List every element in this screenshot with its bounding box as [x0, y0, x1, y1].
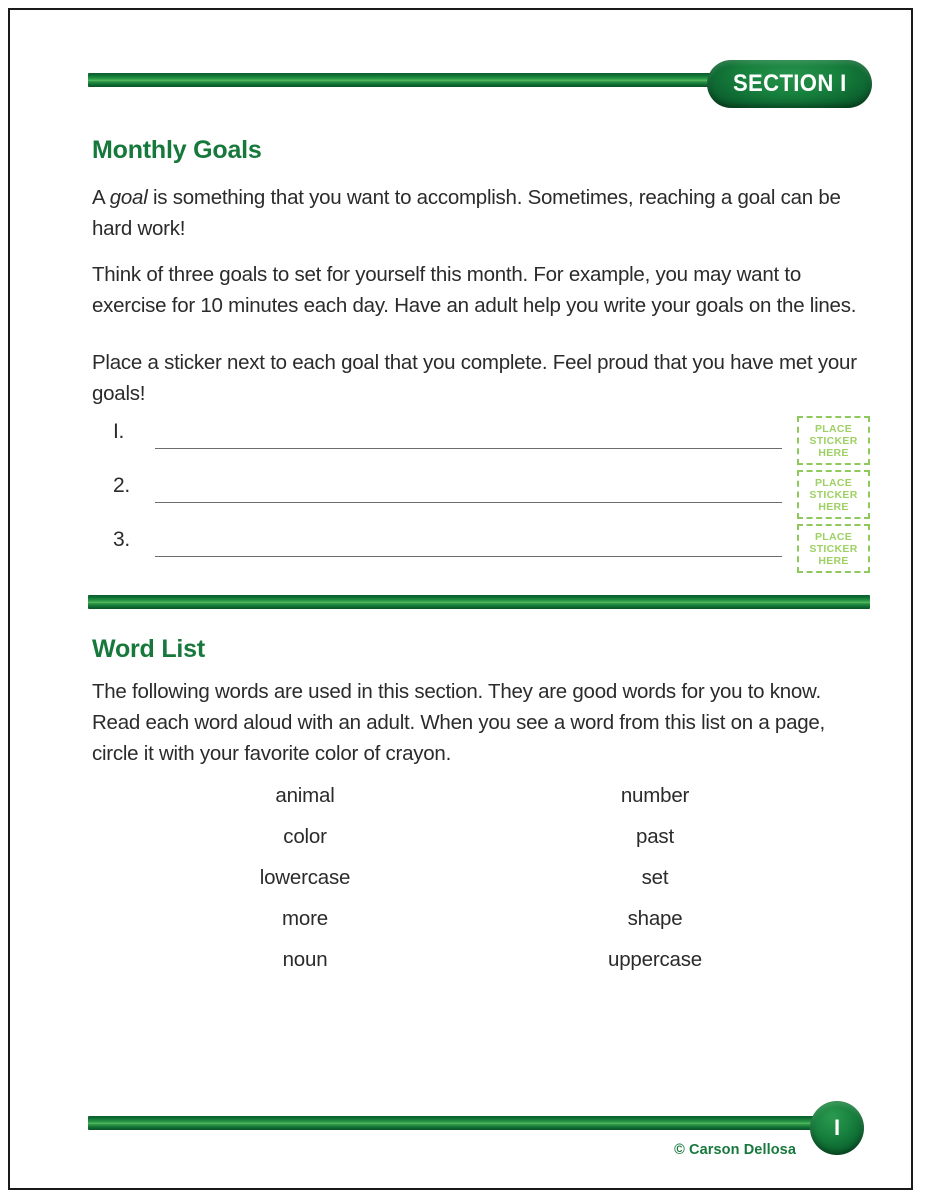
goals-paragraph-2: Think of three goals to set for yourself this month. For example, you may want to exercise for 10 minutes each day. Have an adult help you write your goals on the lines. — [92, 263, 857, 317]
sticker-label-line-1: PLACE — [814, 531, 853, 543]
goal-italic-word: goal — [109, 186, 148, 209]
monthly-goals-heading: Monthly Goals — [92, 136, 262, 164]
goal-write-line[interactable] — [155, 448, 782, 449]
word-item: uppercase — [608, 947, 702, 971]
word-item: more — [282, 906, 328, 930]
goal-number: 3. — [113, 528, 130, 551]
goal-number: 2. — [113, 474, 130, 497]
goals-paragraph-1-after: is something that you want to accomplish. Sometimes, reaching a goal can be hard work! — [92, 186, 841, 240]
word-row — [130, 898, 830, 939]
word-list — [130, 775, 830, 980]
word-item: number — [620, 783, 690, 807]
page-content — [10, 10, 911, 1188]
sticker-placeholder[interactable] — [797, 470, 870, 519]
word-row — [130, 939, 830, 980]
worksheet-page — [8, 8, 913, 1190]
word-item: past — [636, 824, 674, 848]
word-row — [130, 816, 830, 857]
word-list-heading: Word List — [92, 635, 206, 663]
section-badge-label: SECTION I — [732, 70, 847, 97]
sticker-label-line-1: PLACE — [814, 423, 853, 435]
sticker-label-line-2: STICKER — [809, 435, 858, 447]
word-row — [130, 857, 830, 898]
goal-write-line[interactable] — [155, 502, 782, 503]
sticker-label-line-1: PLACE — [814, 477, 853, 489]
word-item: animal — [275, 783, 335, 807]
page-number-badge — [810, 1101, 864, 1155]
sticker-label-line-3: HERE — [818, 447, 849, 459]
goals-paragraph-3: Place a sticker next to each goal that you complete. Feel proud that you have met your goals! — [92, 351, 857, 405]
sticker-label-line-2: STICKER — [809, 489, 858, 501]
goal-row — [105, 472, 870, 526]
top-green-rule — [88, 73, 788, 87]
word-list-paragraph: The following words are used in this section. They are good words for you to know. Read each word aloud with an adult. When you see a word from this list on a page, circle it with your favorite color of crayon. — [92, 680, 825, 765]
word-item: set — [641, 865, 669, 889]
middle-green-rule — [88, 595, 870, 609]
word-item: lowercase — [259, 865, 351, 889]
sticker-label-line-3: HERE — [818, 501, 849, 513]
goals-paragraph-1-before: A — [92, 186, 110, 209]
sticker-label-line-2: STICKER — [809, 543, 858, 555]
word-item: color — [283, 824, 327, 848]
copyright-text: © Carson Dellosa — [674, 1142, 796, 1158]
page-number-label: I — [833, 1115, 841, 1140]
goal-row — [105, 418, 870, 472]
goal-number: I. — [113, 420, 125, 443]
sticker-placeholder[interactable] — [797, 524, 870, 573]
sticker-placeholder[interactable] — [797, 416, 870, 465]
word-row — [130, 775, 830, 816]
word-item: noun — [282, 947, 328, 971]
bottom-green-rule — [88, 1116, 818, 1130]
word-item: shape — [627, 906, 683, 930]
section-badge — [707, 60, 872, 108]
goals-paragraph-1 — [92, 182, 862, 244]
sticker-label-line-3: HERE — [818, 555, 849, 567]
goal-row — [105, 526, 870, 580]
goal-write-line[interactable] — [155, 556, 782, 557]
